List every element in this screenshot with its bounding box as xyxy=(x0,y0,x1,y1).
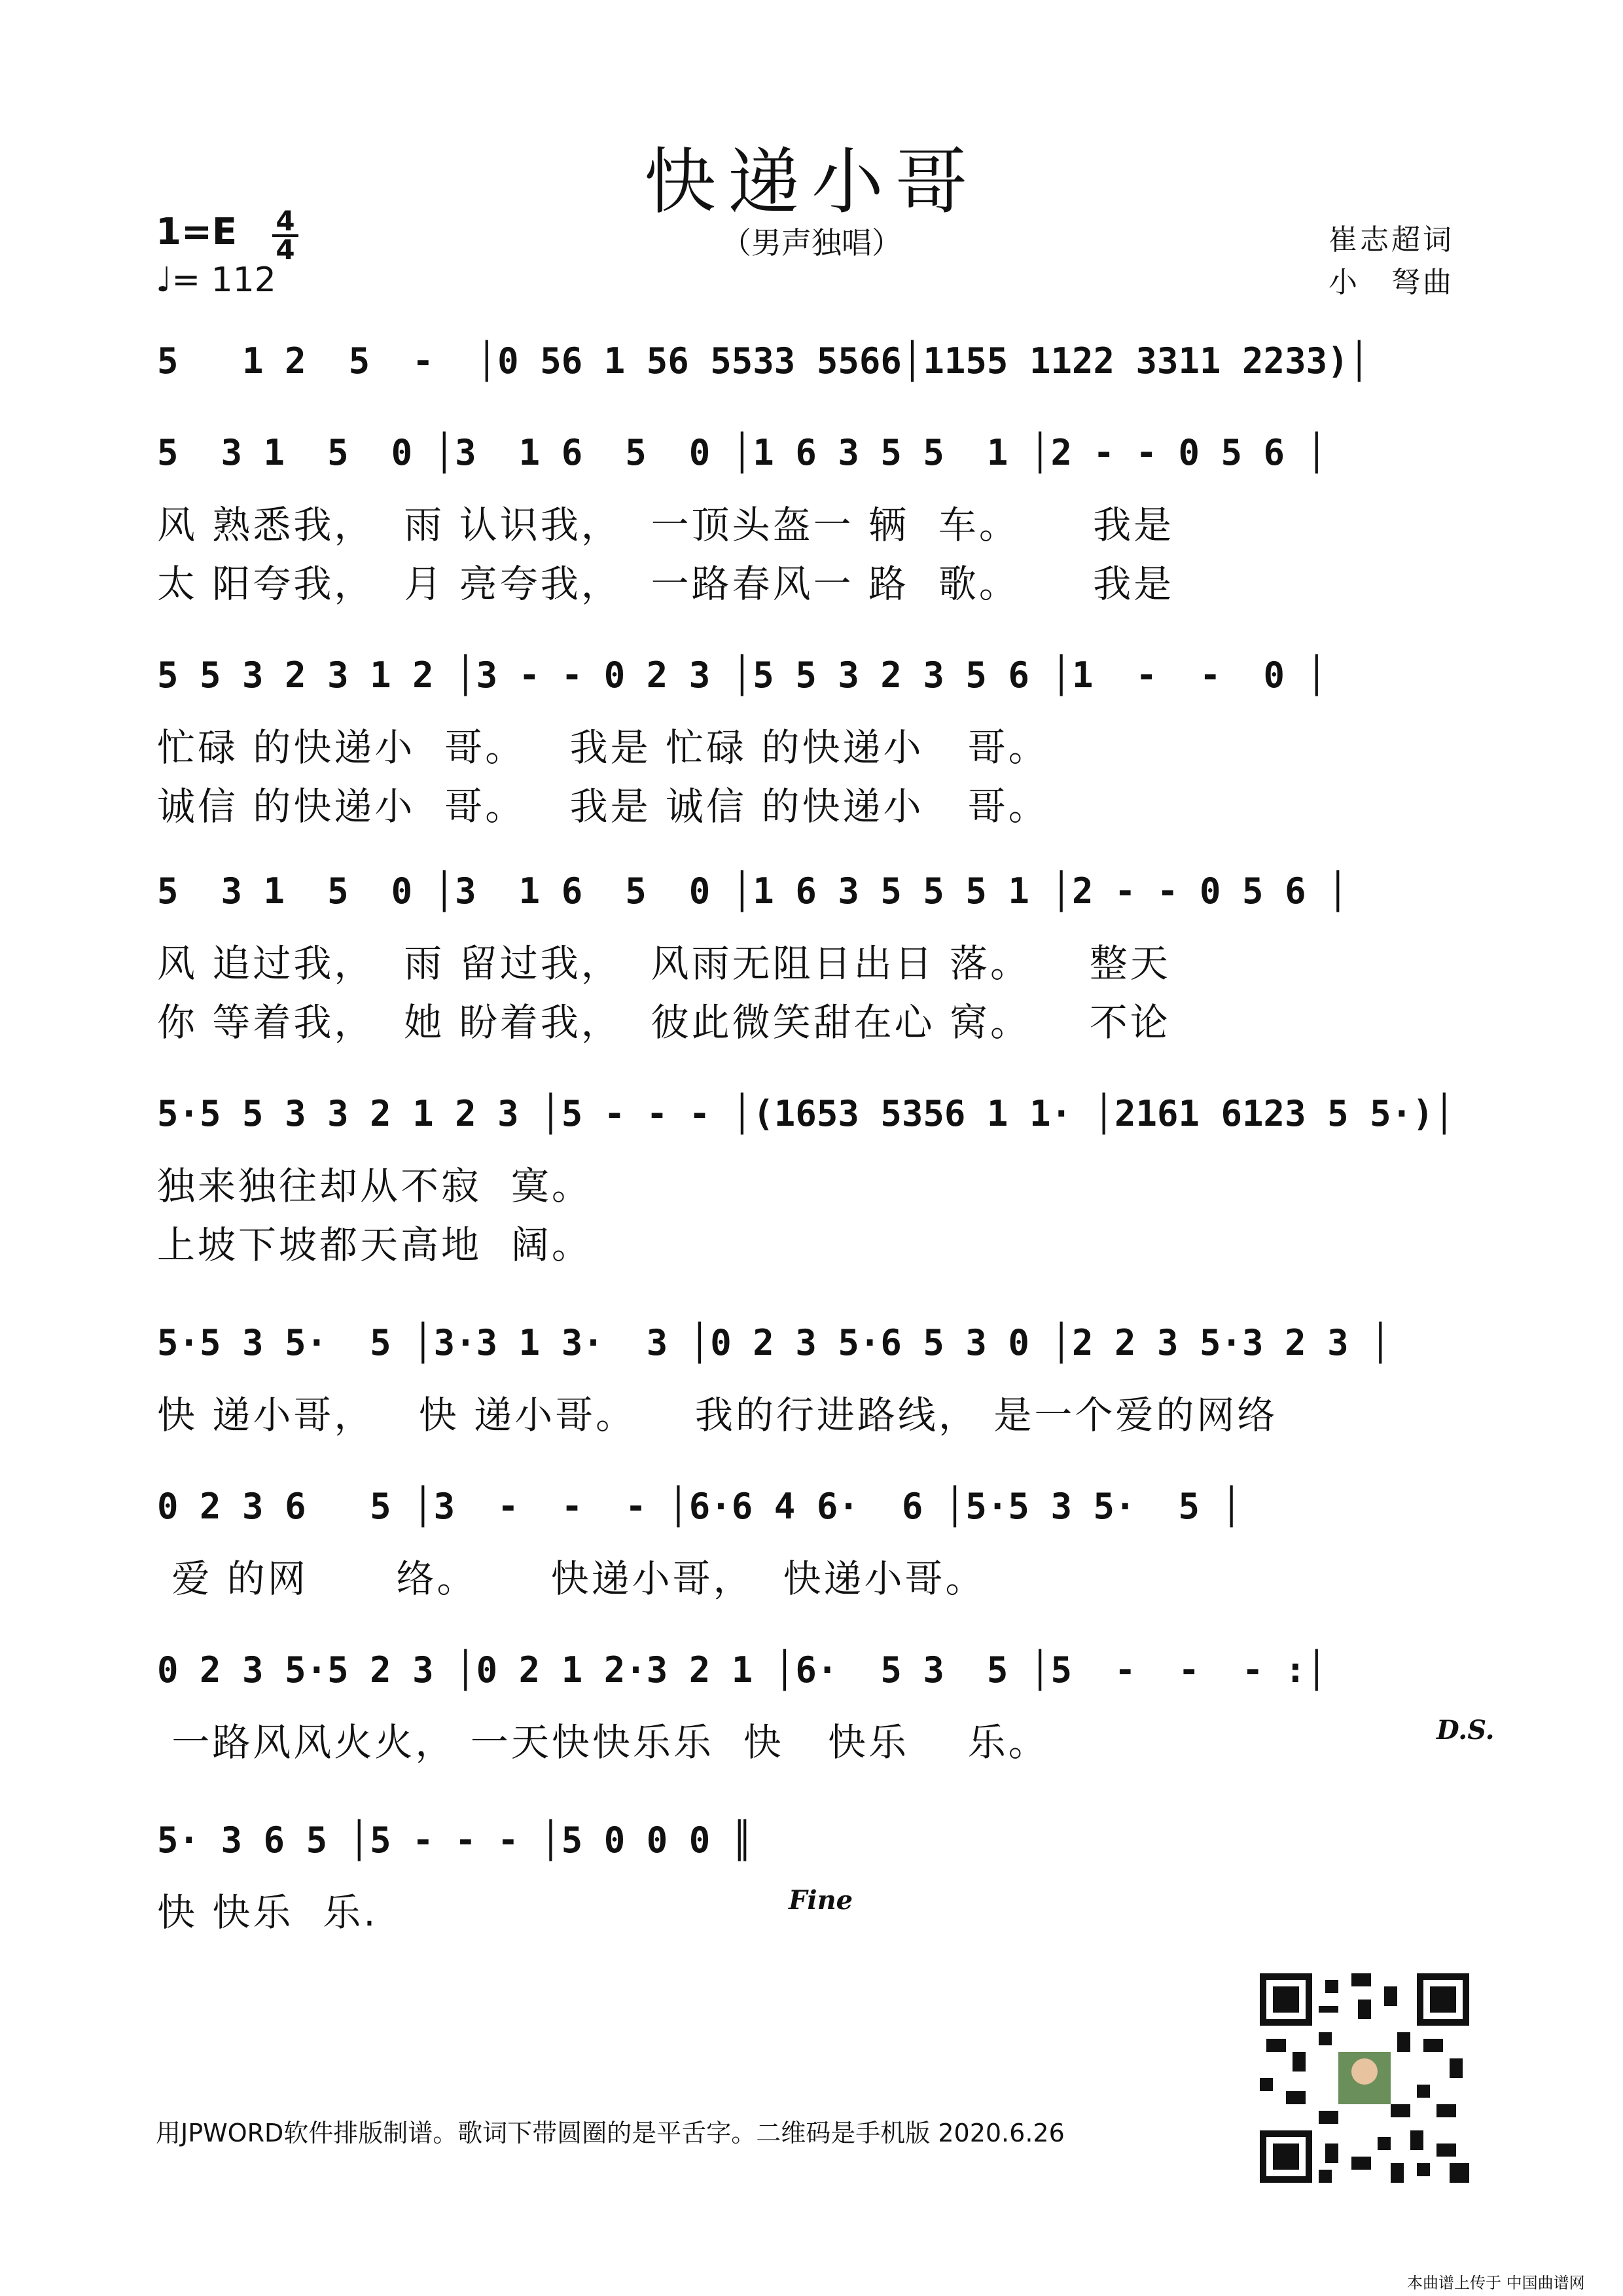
lyric-line: 独来独往却从不寂 寞。 xyxy=(157,1164,592,1208)
dal-segno-marking: D.S. xyxy=(1436,1715,1495,1746)
lyric-line: 风 追过我， 雨 留过我， 风雨无阻日出日 落。 整天 xyxy=(157,941,1171,986)
lyric-line: 你 等着我， 她 盼着我， 彼此微笑甜在心 窝。 不论 xyxy=(157,1000,1171,1045)
lyric-line: 诚信 的快递小 哥。 我是 诚信 的快递小 哥。 xyxy=(157,784,1049,829)
lyricist-credit: 崔志超词 xyxy=(1329,223,1454,257)
song-title: 快递小哥 xyxy=(644,140,979,224)
fine-marking: Fine xyxy=(789,1885,853,1916)
notation-line: 5 1 2 5 - │0 56 1 56 5533 5566│1155 1122 3311 2233)│ xyxy=(157,340,1370,382)
watermark: 本曲谱上传于 中国曲谱网 xyxy=(1407,2274,1585,2292)
lyric-line: 快 快乐 乐. xyxy=(157,1890,408,1935)
lyric-line: 风 熟悉我， 雨 认识我， 一顶头盔一 辆 车。 我是 xyxy=(157,503,1175,547)
notation-line: 5 3 1 5 0 │3 1 6 5 0 │1 6 3 5 5 5 1 │2 - - 0 5 6 │ xyxy=(157,870,1349,912)
key-signature: 1=E xyxy=(156,211,238,253)
footer-note: 用JPWORD软件排版制谱。歌词下带圆圈的是平舌字。二维码是手机版 2020.6.26 xyxy=(156,2119,1065,2147)
qr-code-icon xyxy=(1260,1973,1469,2183)
notation-line: 5·5 5 3 3 2 1 2 3 │5 - - - │(1653 5356 1 1· │2161 6123 5 5·)│ xyxy=(157,1093,1455,1134)
notation-line: 0 2 3 5·5 2 3 │0 2 1 2·3 2 1 │6· 5 3 5 │5 - - - :│ xyxy=(157,1649,1328,1691)
song-subtitle: （男声独唱） xyxy=(721,225,902,260)
lyric-line: 太 阳夸我， 月 亮夸我， 一路春风一 路 歌。 我是 xyxy=(157,562,1175,606)
lyric-line: 一路风风火火， 一天快快乐乐 快 快乐 乐。 xyxy=(157,1720,1049,1765)
notation-line: 5· 3 6 5 │5 - - - │5 0 0 0 ║ xyxy=(157,1820,753,1861)
time-signature-top: 4 xyxy=(276,205,295,237)
tempo-marking: ♩= 112 xyxy=(156,260,276,300)
time-signature xyxy=(270,205,301,266)
lyric-line: 爱 的网 络。 快递小哥， 快递小哥。 xyxy=(157,1556,986,1601)
lyric-line: 快 递小哥， 快 递小哥。 我的行进路线， 是一个爱的网络 xyxy=(157,1393,1278,1437)
composer-credit: 小 弩曲 xyxy=(1329,266,1454,299)
notation-line: 5 5 3 2 3 1 2 │3 - - 0 2 3 │5 5 3 2 3 5 6 │1 - - 0 │ xyxy=(157,655,1328,696)
time-signature-bottom: 4 xyxy=(276,234,295,266)
notation-line: 0 2 3 6 5 │3 - - - │6·6 4 6· 6 │5·5 3 5· 5 │ xyxy=(157,1486,1243,1527)
lyric-line: 忙碌 的快递小 哥。 我是 忙碌 的快递小 哥。 xyxy=(157,725,1049,770)
notation-line: 5 3 1 5 0 │3 1 6 5 0 │1 6 3 5 5 1 │2 - - 0 5 6 │ xyxy=(157,432,1328,473)
notation-line: 5·5 3 5· 5 │3·3 1 3· 3 │0 2 3 5·6 5 3 0 │2 2 3 5·3 2 3 │ xyxy=(157,1322,1391,1363)
lyric-line: 上坡下坡都天高地 阔。 xyxy=(157,1223,592,1267)
